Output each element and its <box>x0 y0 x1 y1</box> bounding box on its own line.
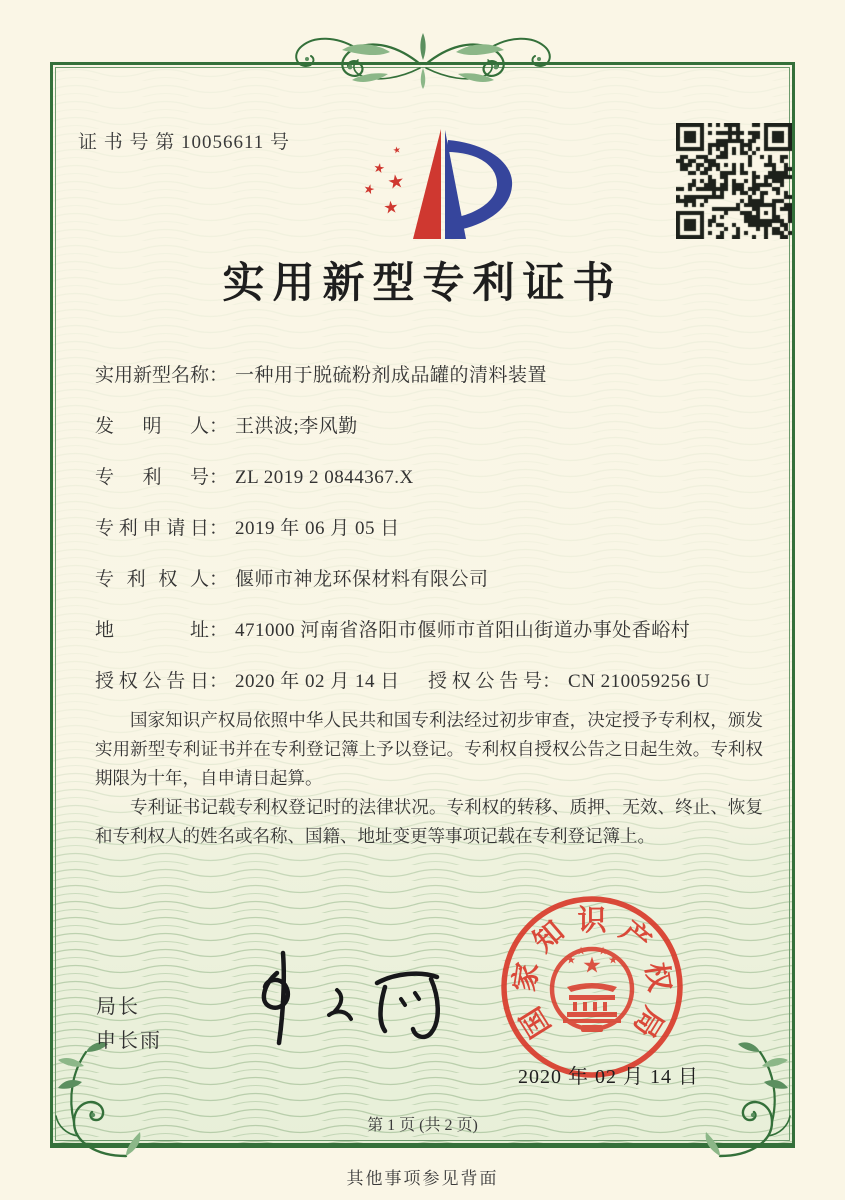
svg-text:识: 识 <box>577 905 607 937</box>
field-row-inventor: 发明人： 王洪波;李风勤 <box>95 411 767 439</box>
svg-text:国: 国 <box>514 1001 558 1043</box>
legal-paragraph: 专利证书记载专利权登记时的法律状况。专利权的转移、质押、无效、终止、恢复和专利权人的姓名或名称、国籍、地址变更等事项记载在专利登记簿上。 <box>95 797 763 846</box>
svg-text:★: ★ <box>382 197 400 219</box>
field-row-address: 地址： 471000 河南省洛阳市偃师市首阳山街道办事处香峪村 <box>95 615 767 643</box>
field-value: 2019 年 06 月 05 日 <box>235 518 400 539</box>
officer-title: 局长 <box>96 996 140 1018</box>
cnipa-official-seal <box>497 892 692 1087</box>
svg-text:局: 局 <box>626 1001 670 1043</box>
page-indicator: 第 1 页 (共 2 页) <box>367 1117 478 1134</box>
field-row-patentee: 专利权人： 偃师市神龙环保材料有限公司 <box>95 564 767 592</box>
corner-flourish-bottom-right <box>700 1038 820 1160</box>
field-value: ZL 2019 2 0844367.X <box>235 467 414 488</box>
svg-text:★: ★ <box>582 953 602 979</box>
field-value: CN 210059256 U <box>568 671 711 692</box>
qr-code <box>676 123 792 239</box>
svg-text:★: ★ <box>608 953 618 967</box>
field-value: 王洪波;李风勤 <box>235 416 358 437</box>
svg-text:知: 知 <box>527 915 571 959</box>
field-label: 实用新型名称 <box>95 365 210 386</box>
field-value: 偃师市神龙环保材料有限公司 <box>235 569 489 590</box>
legal-text <box>95 706 763 851</box>
field-label: 地址 <box>95 620 209 641</box>
svg-text:★: ★ <box>598 944 608 958</box>
svg-text:★: ★ <box>566 953 576 967</box>
svg-text:★: ★ <box>392 145 402 157</box>
corner-flourish-bottom-left <box>26 1038 146 1160</box>
field-label: 专利申请日 <box>95 518 209 539</box>
back-note: 其他事项参见背面 <box>346 1169 499 1188</box>
border-ornament-top <box>270 26 576 98</box>
field-value: 一种用于脱硫粉剂成品罐的清料装置 <box>235 365 548 386</box>
field-label: 发明人 <box>95 416 209 437</box>
field-value: 471000 河南省洛阳市偃师市首阳山街道办事处香峪村 <box>235 620 691 641</box>
field-label: 授权公告号 <box>428 671 542 692</box>
seal-date: 2020 年 02 月 14 日 <box>518 1066 699 1088</box>
field-label: 授权公告日 <box>95 671 209 692</box>
field-list <box>95 360 767 717</box>
svg-text:★: ★ <box>576 944 586 958</box>
cnipa-patent-logo-icon <box>340 120 520 244</box>
svg-text:★: ★ <box>361 181 377 199</box>
officer-name: 申长雨 <box>96 1030 162 1052</box>
field-row-patent-no: 专利号： ZL 2019 2 0844367.X <box>95 462 767 490</box>
field-label: 专利号 <box>95 467 209 488</box>
svg-text:★: ★ <box>386 169 406 195</box>
svg-text:权: 权 <box>639 960 676 994</box>
national-emblem-icon <box>552 945 632 1033</box>
field-value: 2020 年 02 月 14 日 <box>235 671 400 692</box>
svg-text:产: 产 <box>613 915 657 959</box>
svg-text:家: 家 <box>508 960 545 994</box>
certificate-number: 证 书 号 第 10056611 号 <box>78 132 291 153</box>
director-signature <box>225 935 460 1055</box>
field-row-grant-date: 授权公告日： 2020 年 02 月 14 日 授权公告号： CN 210059256 U <box>95 666 767 694</box>
field-row-filing-date: 专利申请日： 2019 年 06 月 05 日 <box>95 513 767 541</box>
legal-paragraph: 国家知识产权局依照中华人民共和国专利法经过初步审查，决定授予专利权，颁发实用新型专利证书并在专利登记簿上予以登记。专利权自授权公告之日起生效。专利权期限为十年，自申请日起算。 <box>95 710 763 788</box>
field-label: 专利权人 <box>95 569 209 590</box>
certificate-title: 实用新型专利证书 <box>222 261 623 307</box>
field-grant-publication-no: 授权公告号： CN 210059256 U <box>428 666 710 693</box>
svg-text:★: ★ <box>371 160 387 178</box>
field-row-name: 实用新型名称： 一种用于脱硫粉剂成品罐的清料装置 <box>95 360 767 388</box>
